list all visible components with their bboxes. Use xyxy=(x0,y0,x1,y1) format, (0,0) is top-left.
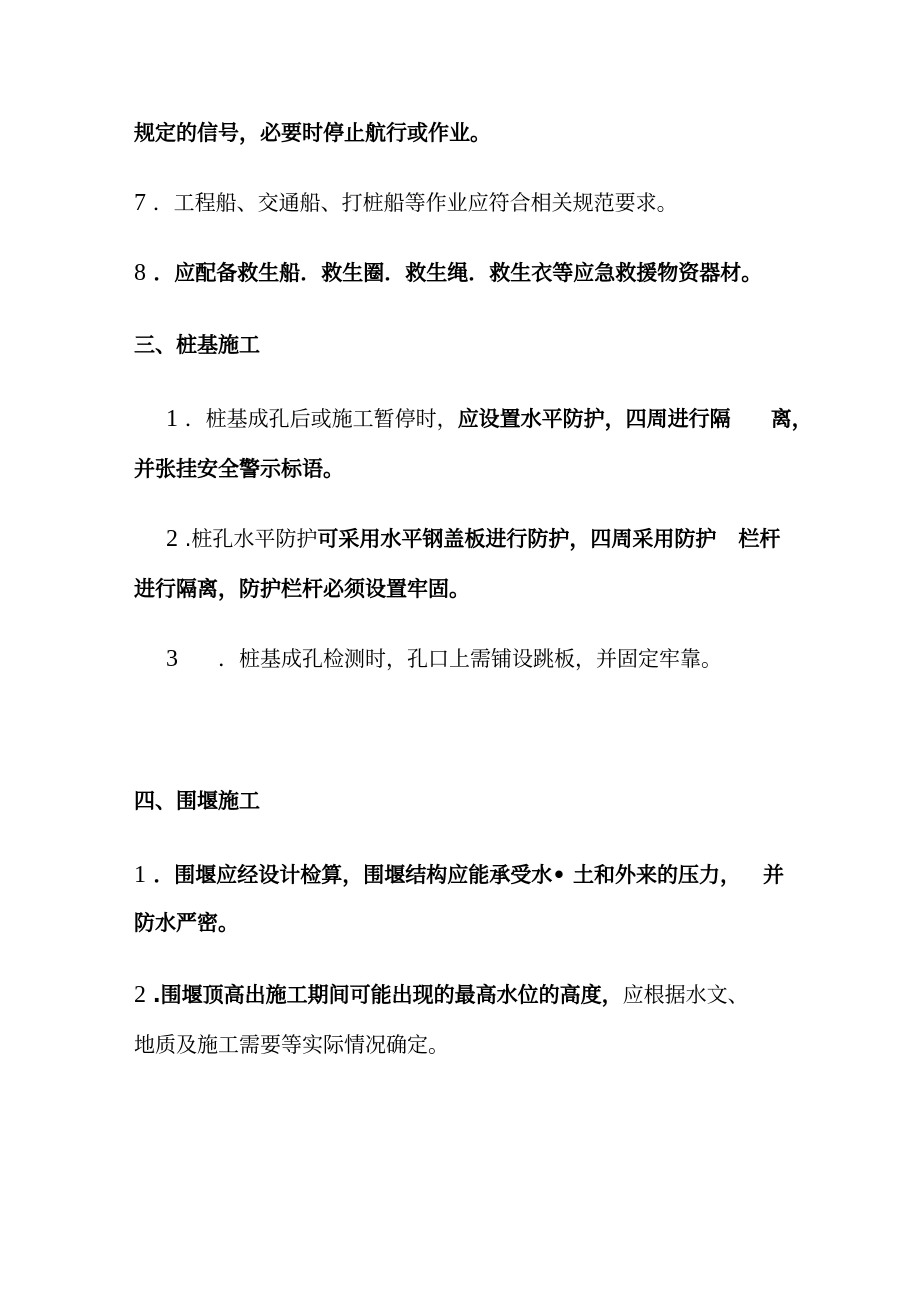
heading-text: 三、桩基施工 xyxy=(134,333,260,357)
item-text-normal: .桩孔水平防护 xyxy=(184,527,318,551)
item-number: 1 xyxy=(166,406,178,432)
list-item-pile-1-continued xyxy=(134,454,810,484)
list-item-7 xyxy=(134,188,810,218)
item-number: 8 xyxy=(134,260,146,286)
item-text-bold-end: 栏杆 xyxy=(738,527,781,551)
item-text-normal: ．桩基成孔后或施工暂停时， xyxy=(184,407,458,431)
item-number: 7 xyxy=(134,190,146,216)
list-item-cofferdam-1-continued xyxy=(134,908,810,938)
section-heading-3 xyxy=(134,330,810,360)
item-number: 2 xyxy=(134,982,146,1008)
section-heading-4 xyxy=(134,786,810,816)
item-text-bold: 应设置水平防护，四周进行隔 xyxy=(457,407,731,431)
list-item-cofferdam-2 xyxy=(134,980,810,1010)
item-text: 防水严密。 xyxy=(134,911,239,935)
item-text-bold: .围堰顶高出施工期间可能出现的最高水位的高度， xyxy=(152,983,623,1007)
list-item-pile-2 xyxy=(166,524,810,554)
item-text-continued: 土和外来的压力， xyxy=(573,863,742,887)
item-text-end: 并 xyxy=(763,863,785,887)
item-text: ．应配备救生船．救生圈．救生绳．救生衣等应急救援物资器材。 xyxy=(153,261,763,285)
paragraph-line xyxy=(134,118,810,148)
item-number: 2 xyxy=(166,526,178,552)
item-text-bold-end: 离， xyxy=(770,407,813,431)
list-item-cofferdam-1 xyxy=(134,860,810,890)
list-item-pile-1 xyxy=(166,404,813,434)
item-text: ．围堰应经设计检算，围堰结构应能承受水• xyxy=(153,863,566,887)
heading-text: 四、围堰施工 xyxy=(134,789,260,813)
item-number: 3 xyxy=(166,646,178,672)
text: 规定的信号，必要时停止航行或作业。 xyxy=(134,121,491,145)
list-item-pile-2-continued xyxy=(134,574,810,604)
item-text: 进行隔离，防护栏杆必须设置牢固。 xyxy=(134,577,470,601)
list-item-pile-3 xyxy=(166,644,810,674)
item-text: ．工程船、交通船、打桩船等作业应符合相关规范要求。 xyxy=(152,191,678,215)
list-item-8 xyxy=(134,258,810,288)
item-text: 地质及施工需要等实际情况确定。 xyxy=(134,1033,449,1057)
item-text-bold: 可采用水平钢盖板进行防护，四周采用防护 xyxy=(317,527,717,551)
item-number: 1 xyxy=(134,862,146,888)
item-text-normal: 应根据水文、 xyxy=(622,983,749,1007)
item-text: 并张挂安全警示标语。 xyxy=(134,457,344,481)
item-text: ．桩基成孔检测时，孔口上需铺设跳板，并固定牢靠。 xyxy=(218,647,722,671)
list-item-cofferdam-2-continued xyxy=(134,1030,810,1060)
